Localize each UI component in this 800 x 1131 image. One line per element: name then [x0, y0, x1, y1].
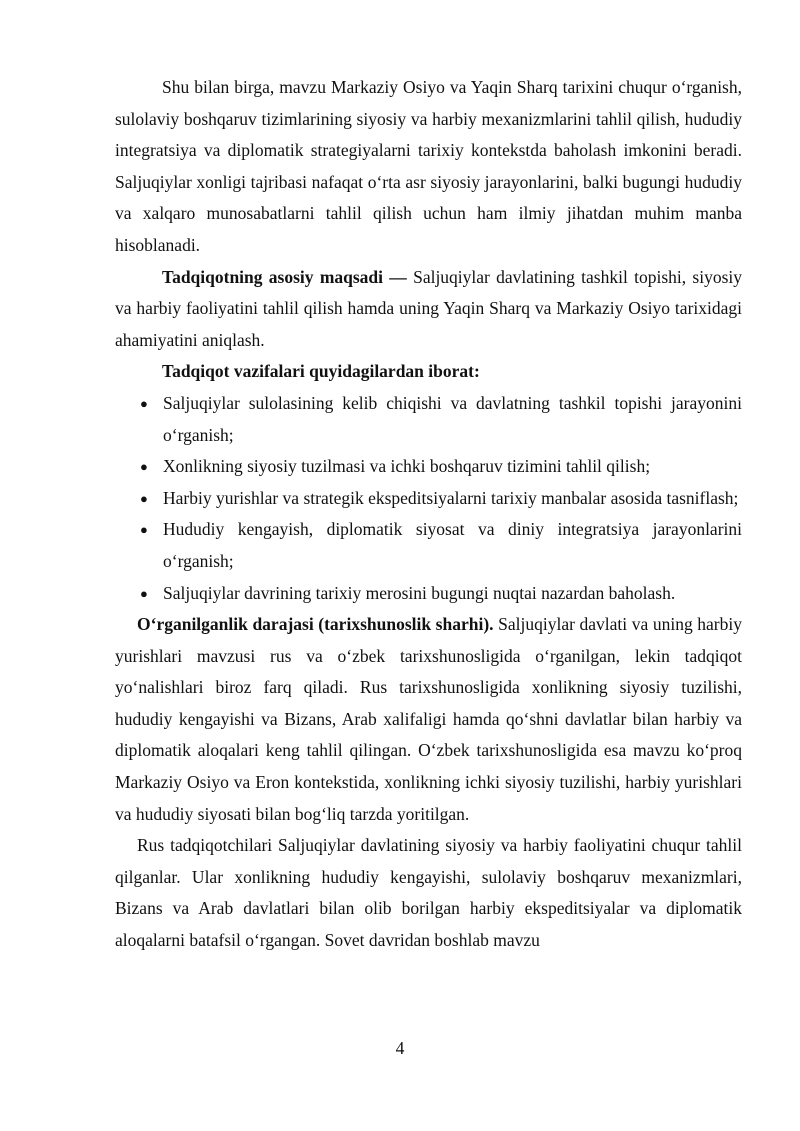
page-body	[115, 72, 742, 957]
aim-label: Tadqiqotning asosiy maqsadi —	[162, 266, 407, 287]
list-item-text: Xonlikning siyosiy tuzilmasi va ichki boshqaruv tizimini tahlil qilish;	[163, 456, 651, 477]
list-item	[115, 578, 742, 610]
historiography-label: O‘rganilganlik darajasi (tarixshunoslik sharhi).	[137, 614, 494, 635]
historiography-text: Saljuqiylar davlati va uning harbiy yurishlari mavzusi rus va o‘zbek tarixshunosligida o‘rganilgan, lekin tadqiqot yo‘nalishlari biroz farq qiladi. Rus tarixshunosligida xonlikning siyosiy tuzilishi, hududiy kengayishi va Bizans, Arab xalifaligi hamda qo‘shni davlatlar bilan harbiy va diplomatik aloqalari keng tahlil qilingan. O‘zbek tarixshunosligida esa mavzu ko‘proq Markaziy Osiyo va Eron kontekstida, xonlikning ichki siyosiy tuzilishi, harbiy yurishlari va hududiy siyosati bilan bog‘liq tarzda yoritilgan.	[115, 614, 742, 824]
list-item-text: Saljuqiylar davrining tarixiy merosini bugungi nuqtai nazardan baholash.	[163, 582, 676, 603]
bullet-icon: ●	[140, 490, 148, 506]
paragraph-intro: Shu bilan birga, mavzu Markaziy Osiyo va Yaqin Sharq tarixini chuqur o‘rganish, sulolaviy boshqaruv tizimlarining siyosiy va harbiy mexanizmlarini tahlil qilish, hududiy integratsiya va diplomatik strategiyalarni tarixiy kontekstda baholash imkonini beradi. Saljuqiylar xonligi tajribasi nafaqat o‘rta asr siyosiy jarayonlarini, balki bugungi hududiy va xalqaro munosabatlarni tahlil qilish uchun ham ilmiy jihatdan muhim manba hisoblanadi.	[115, 77, 742, 255]
page-number: 4	[395, 1038, 405, 1058]
bullet-icon: ●	[140, 585, 148, 601]
aim-text: Saljuqiylar davlatining tashkil topishi, siyosiy va harbiy faoliyatini tahlil qilish hamda uning Yaqin Sharq va Markaziy Osiyo tarixidagi ahamiyatini aniqlash.	[115, 266, 742, 350]
list-item	[115, 388, 742, 451]
list-item-text: Saljuqiylar sulolasining kelib chiqishi va davlatning tashkil topishi jarayonini o‘rganish;	[163, 392, 742, 445]
bullet-icon: ●	[140, 395, 148, 411]
bullet-icon: ●	[140, 459, 148, 475]
paragraph-historiography	[115, 609, 742, 830]
list-item-text: Harbiy yurishlar va strategik ekspeditsiyalarni tarixiy manbalar asosida tasniflash;	[163, 487, 739, 508]
list-item	[115, 483, 742, 515]
paragraph-aim	[115, 262, 742, 357]
tasks-list	[115, 388, 742, 609]
list-item	[115, 514, 742, 577]
list-item	[115, 451, 742, 483]
bullet-icon: ●	[140, 522, 148, 538]
tasks-heading: Tadqiqot vazifalari quyidagilardan iborat:	[162, 361, 480, 382]
list-item-text: Hududiy kengayish, diplomatik siyosat va diniy integratsiya jarayonlarini o‘rganish;	[163, 519, 742, 571]
paragraph-russian-researchers: Rus tadqiqotchilari Saljuqiylar davlatining siyosiy va harbiy faoliyatini chuqur tahlil qilganlar. Ular xonlikning hududiy kengayishi, sulolaviy boshqaruv mexanizmlari, Bizans va Arab davlatlari bilan olib borilgan harbiy ekspeditsiyalar va diplomatik aloqalarni batafsil o‘rgangan. Sovet davridan boshlab mavzu	[115, 835, 742, 951]
